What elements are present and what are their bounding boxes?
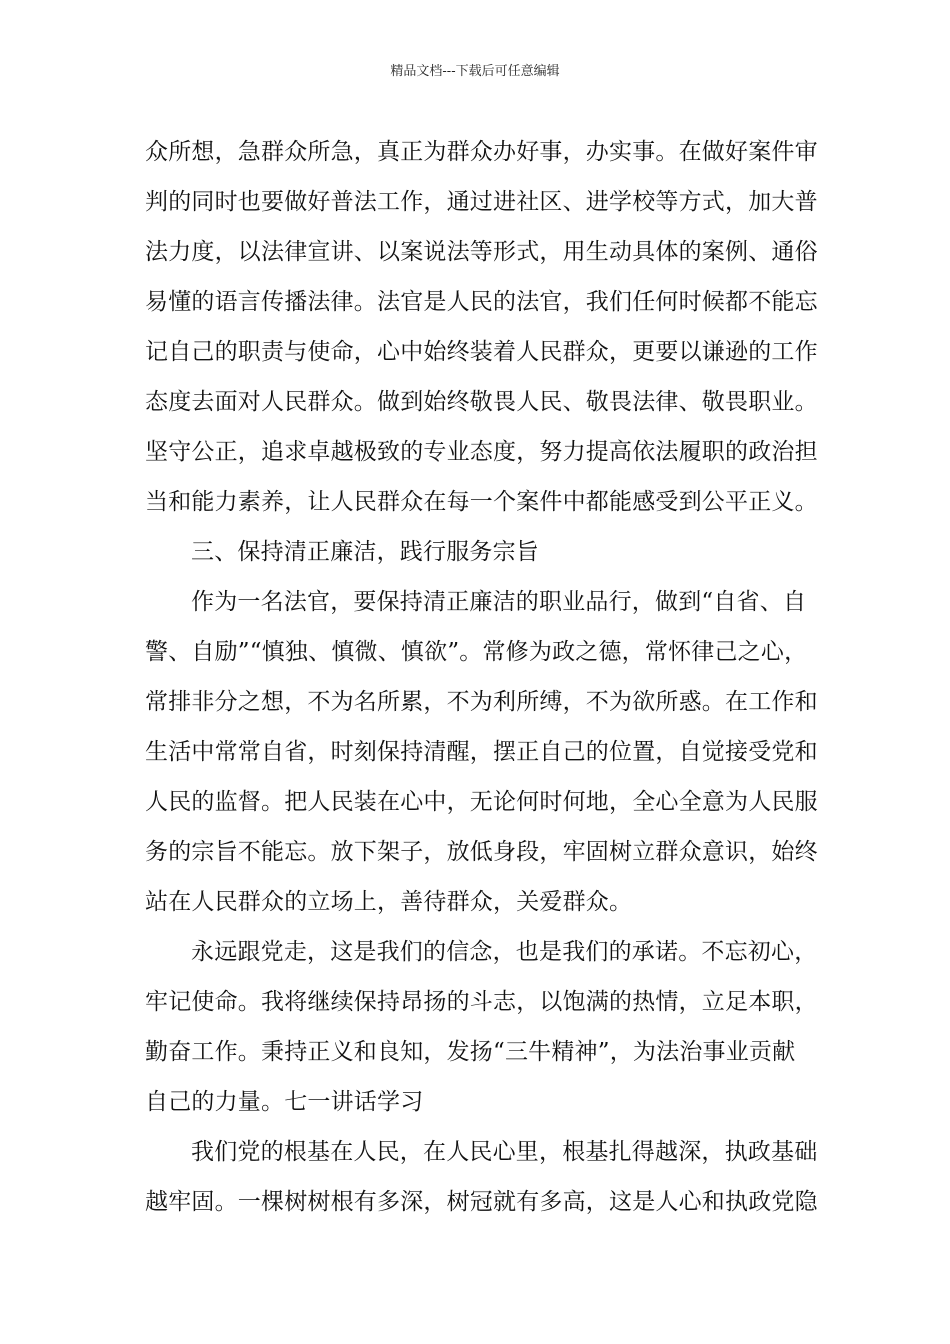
- text-line: 易懂的语言传播法律。法官是人民的法官，我们任何时候都不能忘: [145, 289, 818, 315]
- text-line: 务的宗旨不能忘。放下架子，放低身段，牢固树立群众意识，始终: [145, 839, 818, 865]
- text-line: 生活中常常自省，时刻保持清醒，摆正自己的位置，自觉接受党和: [145, 739, 818, 765]
- text-line: 作为一名法官，要保持清正廉洁的职业品行，做到“自省、自: [191, 589, 807, 615]
- text-line: 警、自励”“慎独、慎微、慎欲”。常修为政之德，常怀律己之心，: [145, 639, 808, 665]
- text-line: 众所想，急群众所急，真正为群众办好事，办实事。在做好案件审: [145, 139, 818, 165]
- section-heading: 三、保持清正廉洁，践行服务宗旨: [191, 539, 539, 565]
- text-line: 勤奋工作。秉持正义和良知，发扬“三牛精神”，为法治事业贡献: [145, 1039, 796, 1065]
- text-line: 越牢固。一棵树树根有多深，树冠就有多高，这是人心和执政党隐: [145, 1189, 818, 1215]
- text-line: 牢记使命。我将继续保持昂扬的斗志，以饱满的热情，立足本职，: [145, 989, 818, 1015]
- text-line: 常排非分之想，不为名所累，不为利所缚，不为欲所惑。在工作和: [145, 689, 818, 715]
- text-line: 态度去面对人民群众。做到始终敬畏人民、敬畏法律、敬畏职业。: [145, 389, 818, 415]
- text-line: 自己的力量。七一讲话学习: [145, 1089, 424, 1115]
- text-line: 我们党的根基在人民，在人民心里，根基扎得越深，执政基础: [191, 1139, 818, 1165]
- text-line: 人民的监督。把人民装在心中，无论何时何地，全心全意为人民服: [145, 789, 818, 815]
- text-line: 坚守公正，追求卓越极致的专业态度，努力提高依法履职的政治担: [145, 439, 818, 465]
- text-line: 站在人民群众的立场上，善待群众，关爱群众。: [145, 889, 633, 915]
- text-line: 判的同时也要做好普法工作，通过进社区、进学校等方式，加大普: [145, 189, 818, 215]
- text-line: 永远跟党走，这是我们的信念，也是我们的承诺。不忘初心，: [191, 939, 818, 965]
- text-line: 记自己的职责与使命，心中始终装着人民群众，更要以谦逊的工作: [145, 339, 818, 365]
- text-line: 当和能力素养，让人民群众在每一个案件中都能感受到公平正义。: [145, 489, 818, 515]
- page-header: 精品文档---下载后可任意编辑: [390, 64, 560, 79]
- text-line: 法力度，以法律宣讲、以案说法等形式，用生动具体的案例、通俗: [145, 239, 818, 265]
- document-body: [145, 132, 818, 1232]
